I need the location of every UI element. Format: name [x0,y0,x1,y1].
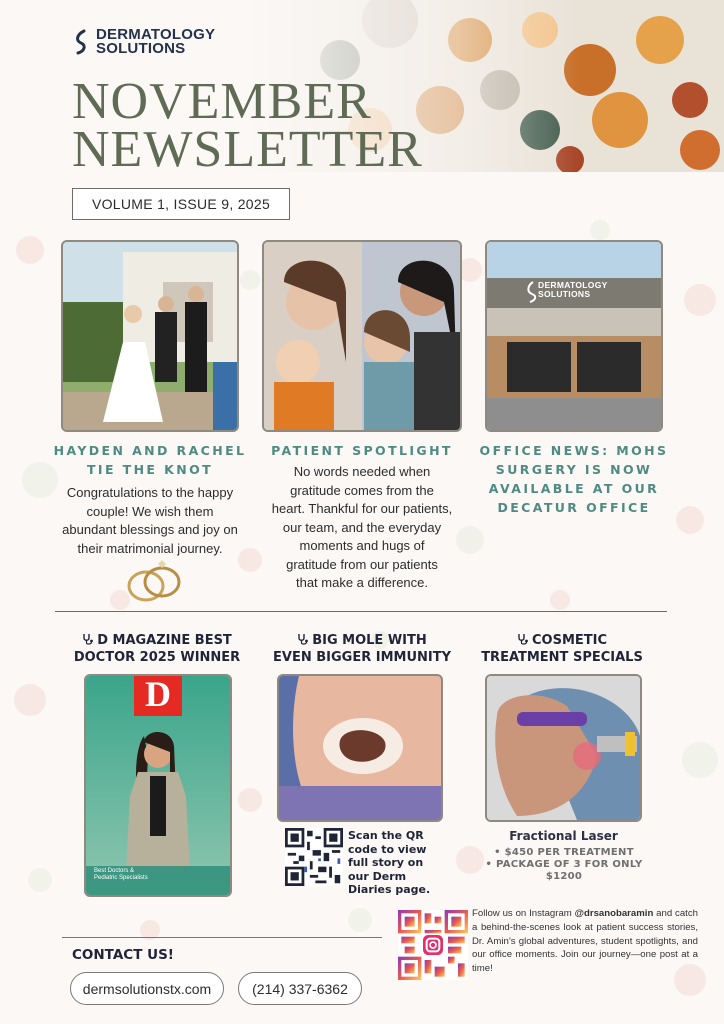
qr-line: Scan the QR [348,829,424,842]
instagram-qr-code[interactable] [398,910,468,980]
website-link[interactable]: dermsolutionstx.com [70,972,224,1005]
big-mole-heading-line1: BIG MOLE WITH [312,633,427,648]
laser-product-title: Fractional Laser [509,829,618,843]
d-magazine-heading-line2: DOCTOR 2025 WINNER [73,650,241,665]
office-news-heading-line2: SURGERY IS NOW [495,462,653,477]
office-news-heading-line4: DECATUR OFFICE [497,500,651,515]
spotlight-body-line: gratitude comes from the [290,482,434,498]
brand-name-line1: DERMATOLOGY [96,26,216,43]
spotlight-body-line: No words needed when [293,464,431,479]
wedding-heading [50,441,250,479]
laser-price-line3: $1200 [545,871,583,882]
office-sign-line1: DERMATOLOGY [538,280,608,290]
laser-price-line1: • $450 PER TREATMENT [494,847,634,858]
wedding-body-line: abundant blessings and joy on [62,522,238,537]
contact-divider [62,937,382,938]
instagram-blurb [472,907,698,976]
spotlight-body-line: moments and hugs of [299,538,425,553]
big-mole-heading [257,632,467,666]
d-magazine-logo: D [145,674,171,714]
fractional-laser-photo [485,674,642,822]
cosmetic-heading-line1: COSMETIC [531,633,608,648]
brand-name-line2: SOLUTIONS [96,40,186,57]
brand-logo [72,28,215,56]
cosmetic-heading [457,632,667,666]
office-news-heading-line1: OFFICE NEWS: MOHS [479,443,669,458]
wedding-body [48,484,252,558]
office-news-heading-line3: AVAILABLE AT OUR [488,481,660,496]
qr-instructions [348,829,430,897]
phone-link[interactable]: (214) 337-6362 [238,972,362,1005]
mole-story-qr-code[interactable] [285,828,343,886]
stethoscope-icon [297,633,309,645]
wedding-body-line: Congratulations to the happy [66,485,234,500]
stethoscope-icon [517,633,529,645]
qr-line: code to view [348,842,427,856]
cosmetic-heading-line2: TREATMENT SPECIALS [481,650,643,665]
patient-spotlight-heading-line1: PATIENT SPOTLIGHT [271,443,453,458]
instagram-body: and catch a behind-the-scenes look at patient success stories, Dr. Amin’s global adventures, student spotlights, and our office moments. Join our journey—one post at a time! [472,908,698,975]
wedding-photo [61,240,239,432]
office-photo [485,240,663,432]
big-mole-heading-line2: EVEN BIGGER IMMUNITY [273,650,451,665]
volume-label: VOLUME 1, ISSUE 9, 2025 [72,188,290,220]
laser-pricing [474,847,654,883]
qr-line: full story on [348,856,424,869]
section-divider [55,611,667,612]
swirl-icon [72,29,90,55]
patient-spotlight-body [252,463,472,593]
wedding-body-line: couple! We wish them [86,503,214,519]
qr-line: our Derm [348,869,407,883]
laser-price-line2: • PACKAGE OF 3 FOR ONLY [485,859,643,870]
spotlight-body-line: our team, and the everyday [282,519,442,535]
newsletter-title-line1: NOVEMBER [72,73,372,130]
d-magazine-heading-line1: D MAGAZINE BEST [97,633,232,648]
newsletter-title-line2: NEWSLETTER [72,121,423,178]
qr-line: Diaries page. [348,883,431,896]
cover-caption-line1: Best Doctors & [94,868,135,874]
office-news-heading [474,441,674,517]
cover-caption-line2: Pediatric Specialists [94,875,148,881]
office-sign-line2: SOLUTIONS [538,289,591,299]
wedding-heading-line1: HAYDEN AND RACHEL [53,443,247,458]
mole-photo [277,674,443,822]
spotlight-body-line: gratitude from our patients [286,556,438,572]
patient-spotlight-photo [262,240,462,432]
wedding-rings-icon [122,558,186,608]
d-magazine-heading [52,632,262,666]
instagram-prefix: Follow us on Instagram [472,908,575,919]
wedding-body-line: their matrimonial journey. [77,540,223,556]
spotlight-body-line: that make a difference. [295,575,428,590]
office-sign [538,281,608,299]
patient-spotlight-heading [262,441,462,460]
stethoscope-icon [82,633,94,645]
d-magazine-cover-caption [94,868,184,882]
instagram-handle-link[interactable]: @drsanobaramin [574,908,654,919]
contact-title: CONTACT US! [72,947,174,963]
spotlight-body-line: heart. Thankful for our patients, [271,501,453,516]
wedding-heading-line2: TIE THE KNOT [86,462,214,477]
